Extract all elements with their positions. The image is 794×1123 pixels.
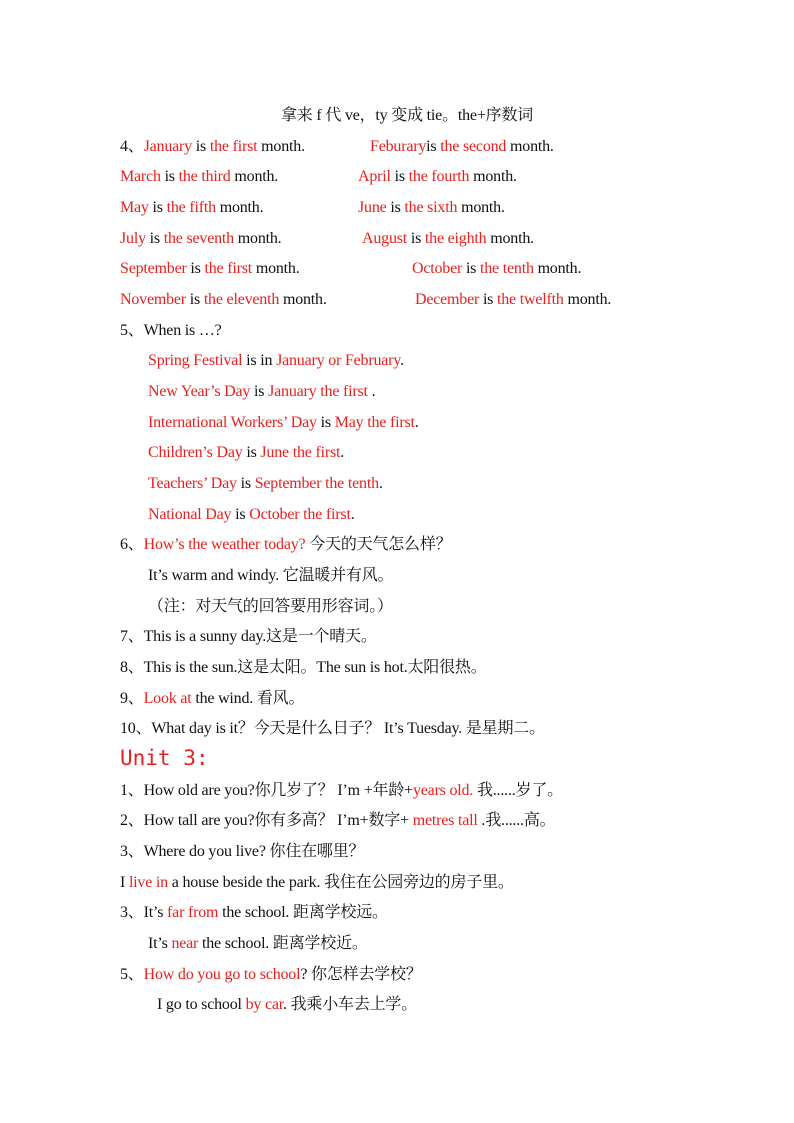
section-number: 4、 (120, 138, 144, 155)
month-row (370, 137, 554, 157)
punct: . (378, 475, 383, 492)
punct: . (367, 383, 376, 400)
month-row (358, 198, 505, 218)
verb: is in (242, 352, 277, 369)
month-name: December (415, 291, 480, 308)
holiday-date: January the first (268, 383, 368, 400)
unit3-line-5 (120, 903, 388, 923)
verb: is (191, 138, 210, 155)
month-row (358, 167, 517, 187)
holiday-line (148, 413, 419, 433)
holiday-line (148, 443, 344, 463)
month-row (120, 167, 278, 187)
month-word: month. (230, 168, 279, 185)
verb: is (145, 230, 164, 247)
verb: is (316, 414, 335, 431)
holiday-date: October the first (249, 506, 351, 523)
verb: is (479, 291, 498, 308)
verb: is (185, 291, 204, 308)
verb: is (390, 168, 409, 185)
month-name: June (358, 199, 387, 216)
unit3-line-4 (120, 873, 514, 893)
holiday-name: International Workers’ Day (148, 414, 317, 431)
unit3-line-7 (120, 965, 422, 985)
month-name: March (120, 168, 161, 185)
q6-note: （注：对天气的回答要用形容词。） (148, 598, 393, 615)
unit3-line-2 (120, 811, 555, 831)
highlight: How do you go to school (143, 966, 301, 983)
q9-number: 9、 (120, 690, 144, 707)
month-word: month. (233, 230, 282, 247)
verb: is (236, 475, 255, 492)
verb: is (160, 168, 179, 185)
text: 2、How tall are you?你有多高？ I’m+数字+ (120, 812, 413, 829)
month-word: month. (563, 291, 612, 308)
text: the school. 距离学校远。 (218, 904, 388, 921)
unit3-line-3: 3、Where do you live? 你住在哪里？ (120, 843, 365, 860)
highlight: by car (245, 996, 284, 1013)
q7-line: 7、This is a sunny day.这是一个晴天。 (120, 628, 377, 645)
holiday-line (148, 382, 375, 402)
q8-line: 8、This is the sun.这是太阳。The sun is hot.太阳很热。 (120, 659, 487, 676)
holiday-name: Spring Festival (148, 352, 243, 369)
highlight: metres tall (412, 812, 478, 829)
verb: is (407, 230, 425, 247)
ordinal: the twelfth (497, 291, 564, 308)
unit3-line-8 (157, 995, 417, 1015)
verb: is (426, 138, 441, 155)
holiday-line (148, 474, 383, 494)
number: 5、 (120, 966, 144, 983)
month-name: May (120, 199, 149, 216)
highlight: far from (167, 904, 219, 921)
q9-rest: the wind. 看风。 (191, 690, 305, 707)
ordinal: the first (204, 260, 253, 277)
text: a house beside the park. 我住在公园旁边的房子里。 (167, 874, 514, 891)
ordinal: the third (178, 168, 231, 185)
text: I go to school (157, 996, 246, 1013)
text: 1、How old are you?你几岁了？ I’m +年龄+ (120, 782, 413, 799)
month-word: month. (215, 199, 264, 216)
month-name: Feburary (370, 138, 427, 155)
month-row (412, 259, 581, 279)
month-row (362, 229, 534, 249)
holiday-date: September the tenth (254, 475, 379, 492)
q6-question-cn: 今天的天气怎么样？ (305, 536, 452, 553)
ordinal: the sixth (404, 199, 458, 216)
highlight: years old. (412, 782, 474, 799)
text: It’s (148, 935, 172, 952)
verb: is (462, 260, 481, 277)
text: 我......岁了。 (473, 782, 563, 799)
holiday-line (148, 351, 404, 371)
verb: is (186, 260, 205, 277)
ordinal: the fourth (408, 168, 470, 185)
unit-heading: Unit 3: (120, 746, 209, 770)
punct: . (414, 414, 419, 431)
holiday-date: May the first (334, 414, 415, 431)
month-row (120, 229, 281, 249)
unit3-line-1 (120, 781, 563, 801)
month-word: month. (506, 138, 554, 155)
text: ? 你怎样去学校？ (300, 966, 422, 983)
month-name: October (412, 260, 463, 277)
holiday-name: Teachers’ Day (148, 475, 237, 492)
q6-question: How’s the weather today? (143, 536, 306, 553)
month-word: month. (533, 260, 582, 277)
month-name: September (120, 260, 187, 277)
ordinal: the first (209, 138, 258, 155)
q6-line (120, 535, 451, 555)
ordinal: the fifth (166, 199, 216, 216)
month-name: April (358, 168, 391, 185)
month-row (415, 290, 611, 310)
month-name: August (362, 230, 408, 247)
text: I (120, 874, 129, 891)
verb: is (386, 199, 405, 216)
holiday-date: June the first (260, 444, 341, 461)
highlight: live in (128, 874, 168, 891)
q6-answer: It’s warm and windy. 它温暖并有风。 (148, 567, 394, 584)
q10-line: 10、What day is it？今天是什么日子？ It’s Tuesday. 是星期二。 (120, 720, 545, 737)
month-row (120, 137, 305, 157)
highlight: near (171, 935, 199, 952)
month-name: January (143, 138, 192, 155)
month-row (120, 290, 327, 310)
holiday-date: January or February (276, 352, 401, 369)
month-name: November (120, 291, 186, 308)
punct: . (350, 506, 355, 523)
month-word: month. (279, 291, 327, 308)
q5-title: 5、When is …? (120, 322, 222, 339)
verb: is (250, 383, 269, 400)
punct: . (340, 444, 345, 461)
holiday-line (148, 505, 355, 525)
month-word: month. (252, 260, 300, 277)
month-word: month. (469, 168, 517, 185)
unit3-line-6 (148, 934, 368, 954)
holiday-name: New Year’s Day (148, 383, 251, 400)
ordinal: the second (440, 138, 507, 155)
verb: is (148, 199, 167, 216)
text: . 我乘小车去上学。 (283, 996, 418, 1013)
verb: is (242, 444, 261, 461)
month-word: month. (457, 199, 505, 216)
month-row (120, 259, 300, 279)
month-name: July (120, 230, 146, 247)
month-word: month. (486, 230, 534, 247)
q9-line (120, 689, 304, 709)
ordinal: the eleventh (203, 291, 280, 308)
header-note: 拿来 f 代 ve，ty 变成 tie。the+序数词 (281, 107, 534, 124)
ordinal: the tenth (480, 260, 534, 277)
month-row (120, 198, 263, 218)
text: 3、It’s (120, 904, 168, 921)
month-word: month. (257, 138, 305, 155)
text: the school. 距离学校近。 (198, 935, 368, 952)
ordinal: the seventh (163, 230, 234, 247)
ordinal: the eighth (424, 230, 487, 247)
punct: . (400, 352, 404, 369)
holiday-name: Children’s Day (148, 444, 243, 461)
q6-number: 6、 (120, 536, 144, 553)
holiday-name: National Day (148, 506, 232, 523)
text: .我......高。 (477, 812, 556, 829)
q9-highlight: Look at (143, 690, 192, 707)
verb: is (231, 506, 250, 523)
